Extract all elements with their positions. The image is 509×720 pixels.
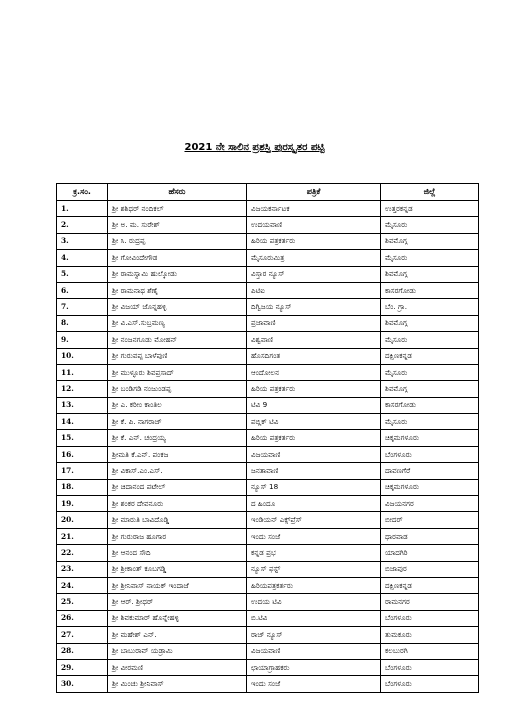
- district-cell: ಬಿಜಾಪುರ: [381, 561, 479, 577]
- publication-cell: ಬಿ.ಟಿವಿ: [247, 610, 381, 626]
- table-row: [57, 627, 479, 643]
- serial-cell: 28.: [57, 643, 108, 659]
- publication-cell: ರಾಜ್ ನ್ಯೂಸ್: [247, 627, 381, 643]
- serial-cell: 24.: [57, 577, 108, 593]
- district-cell: ದಾವಣಗೆರೆ: [381, 463, 479, 479]
- name-cell: ಶ್ರೀ ಶಿವಕುಮಾರ್ ಹೊನ್ನೇಹಳ್ಳಿ: [108, 610, 247, 626]
- header-district: ಜಿಲ್ಲೆ: [381, 184, 479, 201]
- table-row: [57, 496, 479, 512]
- publication-cell: ವಿಸ್ತಾರ ನ್ಯೂಸ್: [247, 266, 381, 282]
- table-row: [57, 446, 479, 462]
- table-row: [57, 332, 479, 348]
- serial-cell: 4.: [57, 250, 108, 266]
- name-cell: ಶ್ರೀ ವಿಕಾಸ್.ಎಂ.ಎಸ್.: [108, 463, 247, 479]
- district-cell: ಶಿವಮೊಗ್ಗ: [381, 266, 479, 282]
- district-cell: ಚಿಕ್ಕಮಗಳೂರು: [381, 479, 479, 495]
- name-cell: ಶ್ರೀ ಗೋವಿಂದೇಗೌಡ: [108, 250, 247, 266]
- serial-cell: 7.: [57, 299, 108, 315]
- table-row: [57, 561, 479, 577]
- table-row: [57, 299, 479, 315]
- header-publication: ಪತ್ರಿಕೆ: [247, 184, 381, 201]
- district-cell: ಯಾದಗಿರಿ: [381, 545, 479, 561]
- district-cell: ಬೆಂ. ಗ್ರಾ.: [381, 299, 479, 315]
- table-row: [57, 594, 479, 610]
- name-cell: ಶ್ರೀ ಶ್ರೀಕಾಂತ್ ಕೂಬಗಡ್ಡಿ: [108, 561, 247, 577]
- publication-cell: ಪ್ರಜಾವಾಣಿ: [247, 315, 381, 331]
- district-cell: ಮೈಸೂರು: [381, 364, 479, 380]
- publication-cell: ದಿಗ್ವಿಜಯ ನ್ಯೂಸ್: [247, 299, 381, 315]
- publication-cell: ವಿಜಯವಾಣಿ: [247, 446, 381, 462]
- serial-cell: 14.: [57, 414, 108, 430]
- serial-cell: 27.: [57, 627, 108, 643]
- serial-cell: 5.: [57, 266, 108, 282]
- name-cell: ಶ್ರೀ ಬಾಬುರಾವ್ ಯಡ್ರಾಮಿ: [108, 643, 247, 659]
- serial-cell: 26.: [57, 610, 108, 626]
- district-cell: ರಾಮನಗರ: [381, 594, 479, 610]
- name-cell: ಶ್ರೀ ರಾಮನಾಥ ಶೆಣೈ: [108, 282, 247, 298]
- table-row: [57, 414, 479, 430]
- name-cell: ಶ್ರೀ ಕೆ. ಪಿ. ನಾಗರಾಜ್: [108, 414, 247, 430]
- serial-cell: 15.: [57, 430, 108, 446]
- table-row: [57, 545, 479, 561]
- district-cell: ಮೈಸೂರು: [381, 414, 479, 430]
- publication-cell: ಜನತಾವಾಣಿ: [247, 463, 381, 479]
- name-cell: ಶ್ರೀ ಗುರುವಪ್ಪ ಬಾಳೆಪುಣಿ: [108, 348, 247, 364]
- header-serial: ಕ್ರ.ಸಂ.: [57, 184, 108, 201]
- serial-cell: 22.: [57, 545, 108, 561]
- table-row: [57, 282, 479, 298]
- name-cell: ಶ್ರೀ ಶಂಕರ ದೇವನೂರು: [108, 496, 247, 512]
- district-cell: ವಿಜಯನಗರ: [381, 496, 479, 512]
- name-cell: ಶ್ರೀ ವಿಜಯ್ ಜೊನ್ನಹಳ್ಳಿ: [108, 299, 247, 315]
- serial-cell: 21.: [57, 528, 108, 544]
- district-cell: ಚಿಕ್ಕಮಗಳೂರು: [381, 430, 479, 446]
- name-cell: ಶ್ರೀ ರಾಮಸ್ವಾಮಿ ಹುಲ್ಕೋಡು: [108, 266, 247, 282]
- serial-cell: 10.: [57, 348, 108, 364]
- table-row: [57, 348, 479, 364]
- serial-cell: 20.: [57, 512, 108, 528]
- publication-cell: ಹೊಸದಿಗಂತ: [247, 348, 381, 364]
- district-cell: ಬೀದರ್: [381, 512, 479, 528]
- serial-cell: 30.: [57, 676, 108, 692]
- name-cell: ಶ್ರೀ ಎ. ಕರೀಂ ಕಾಂತಿಲ: [108, 397, 247, 413]
- district-cell: ಕಾಸರಗೋಡು: [381, 397, 479, 413]
- district-cell: ಶಿವಮೊಗ್ಗ: [381, 233, 479, 249]
- table-row: [57, 217, 479, 233]
- name-cell: ಶ್ರೀ ಮುಳ್ಳೂರು ಶಿವಪ್ರಸಾದ್: [108, 364, 247, 380]
- publication-cell: ಹಿರಿಯ ಪತ್ರಕರ್ತರು: [247, 233, 381, 249]
- serial-cell: 2.: [57, 217, 108, 233]
- serial-cell: 23.: [57, 561, 108, 577]
- district-cell: ಶಿವಮೊಗ್ಗ: [381, 315, 479, 331]
- name-cell: ಶ್ರೀ ಮಿಂಚು ಶ್ರೀನಿವಾಸ್: [108, 676, 247, 692]
- publication-cell: ದ ಹಿಂದೂ: [247, 496, 381, 512]
- serial-cell: 1.: [57, 201, 108, 217]
- publication-cell: ಆಂದೋಲನ: [247, 364, 381, 380]
- district-cell: ದಕ್ಷಿಣಕನ್ನಡ: [381, 577, 479, 593]
- district-cell: ಧಾರವಾಡ: [381, 528, 479, 544]
- publication-cell: ಪಿಟಿಐ: [247, 282, 381, 298]
- district-cell: ಬೆಂಗಳೂರು: [381, 610, 479, 626]
- serial-cell: 11.: [57, 364, 108, 380]
- serial-cell: 17.: [57, 463, 108, 479]
- name-cell: ಶ್ರೀ ವಿ.ಎಸ್.ಸುಬ್ರಮಣ್ಯ: [108, 315, 247, 331]
- table-row: [57, 610, 479, 626]
- table-header-row: [57, 184, 479, 201]
- name-cell: ಶ್ರೀ ಗುರುರಾಜ ಹೂಗಾರ: [108, 528, 247, 544]
- publication-cell: ಇಂದು ಸಂಜೆ: [247, 528, 381, 544]
- publication-cell: ಹಿರಿಯಪತ್ರಕರ್ತರು: [247, 577, 381, 593]
- district-cell: ಬೆಂಗಳೂರು: [381, 446, 479, 462]
- awardees-table: [56, 183, 479, 693]
- table-row: [57, 528, 479, 544]
- table-row: [57, 364, 479, 380]
- table-row: [57, 463, 479, 479]
- district-cell: ಮೈಸೂರು: [381, 217, 479, 233]
- district-cell: ಕಲಬುರಗಿ: [381, 643, 479, 659]
- table-row: [57, 512, 479, 528]
- name-cell: ಶ್ರೀ ವೀರಮಣಿ: [108, 659, 247, 675]
- table-row: [57, 430, 479, 446]
- table-row: [57, 315, 479, 331]
- publication-cell: ಇಂಡಿಯನ್ ಎಕ್ಸ್‌ಪ್ರೆಸ್: [247, 512, 381, 528]
- serial-cell: 13.: [57, 397, 108, 413]
- serial-cell: 29.: [57, 659, 108, 675]
- page-title: 2021 ನೇ ಸಾಲಿನ ಪ್ರಶಸ್ತಿ ಪುರಸ್ಕೃತರ ಪಟ್ಟಿ: [184, 142, 325, 153]
- name-cell: ಶ್ರೀ ಆನಂದ ಸೌದಿ: [108, 545, 247, 561]
- name-cell: ಶ್ರೀ ನಂಜನಗೂಡು ಮೋಹನ್: [108, 332, 247, 348]
- district-cell: ಬೆಂಗಳೂರು: [381, 659, 479, 675]
- name-cell: ಶ್ರೀ ಕೆ. ಎನ್. ಚಂದ್ರಯ್ಯ: [108, 430, 247, 446]
- publication-cell: ಮೈಸೂರುಮಿತ್ರ: [247, 250, 381, 266]
- table-row: [57, 250, 479, 266]
- name-cell: ಶ್ರೀ ಮಾರುತಿ ಬಾವಿದೊಡ್ಡಿ: [108, 512, 247, 528]
- serial-cell: 6.: [57, 282, 108, 298]
- publication-cell: ಟಿವಿ 9: [247, 397, 381, 413]
- publication-cell: ನ್ಯೂಸ್ ಫಸ್ಟ್: [247, 561, 381, 577]
- table-row: [57, 577, 479, 593]
- district-cell: ಕಾಸರಗೋಡು: [381, 282, 479, 298]
- district-cell: ಮೈಸೂರು: [381, 332, 479, 348]
- serial-cell: 9.: [57, 332, 108, 348]
- name-cell: ಶ್ರೀ ಆರ್. ಶ್ರೀಧರ್: [108, 594, 247, 610]
- name-cell: ಶ್ರೀ ಬಂಡಿಗಡಿ ನಂಜುಂಡಪ್ಪ: [108, 381, 247, 397]
- publication-cell: ಇಂದು ಸಂಜೆ: [247, 676, 381, 692]
- table-row: [57, 676, 479, 692]
- name-cell: ಶ್ರೀಮತಿ ಕೆ.ಎನ್. ಪಂಕಜ: [108, 446, 247, 462]
- name-cell: ಶ್ರೀ ಅ. ಮ. ಸುರೇಶ್: [108, 217, 247, 233]
- name-cell: ಶ್ರೀ ಶಶಿಧರ್ ನಂದಿಕಲ್: [108, 201, 247, 217]
- table-row: [57, 479, 479, 495]
- publication-cell: ವಿಶ್ವವಾಣಿ: [247, 332, 381, 348]
- publication-cell: ನ್ಯೂಸ್ 18: [247, 479, 381, 495]
- name-cell: ಶ್ರೀ ಮಹೇಶ್ ಎನ್.: [108, 627, 247, 643]
- district-cell: ಉತ್ತರಕನ್ನಡ: [381, 201, 479, 217]
- publication-cell: ವಿಜಯಕರ್ನಾಟಕ: [247, 201, 381, 217]
- serial-cell: 25.: [57, 594, 108, 610]
- serial-cell: 18.: [57, 479, 108, 495]
- publication-cell: ಛಾಯಾಗ್ರಾಹಕರು: [247, 659, 381, 675]
- district-cell: ಮೈಸೂರು: [381, 250, 479, 266]
- table-row: [57, 643, 479, 659]
- table-row: [57, 266, 479, 282]
- publication-cell: ಹಿರಿಯ ಪತ್ರಕರ್ತರು: [247, 381, 381, 397]
- table-row: [57, 233, 479, 249]
- name-cell: ಶ್ರೀ ಶ್ರೀನಿವಾಸ್ ನಾಯಕ್ ಇಂದಾಜೆ: [108, 577, 247, 593]
- publication-cell: ಉದಯವಾಣಿ: [247, 217, 381, 233]
- district-cell: ಬೆಂಗಳೂರು: [381, 676, 479, 692]
- serial-cell: 12.: [57, 381, 108, 397]
- publication-cell: ಕನ್ನಡ ಪ್ರಭ: [247, 545, 381, 561]
- district-cell: ದಕ್ಷಿಣಕನ್ನಡ: [381, 348, 479, 364]
- header-name: ಹೆಸರು: [108, 184, 247, 201]
- table-row: [57, 659, 479, 675]
- table-row: [57, 201, 479, 217]
- name-cell: ಶ್ರೀ ಚಿದಾನಂದ ಪಟೇಲ್: [108, 479, 247, 495]
- publication-cell: ವಿಜಯವಾಣಿ: [247, 643, 381, 659]
- publication-cell: ಪಬ್ಲಿಕ್ ಟಿವಿ: [247, 414, 381, 430]
- district-cell: ತುಮಕೂರು: [381, 627, 479, 643]
- table-row: [57, 381, 479, 397]
- publication-cell: ಉದಯ ಟಿವಿ: [247, 594, 381, 610]
- serial-cell: 8.: [57, 315, 108, 331]
- serial-cell: 19.: [57, 496, 108, 512]
- name-cell: ಶ್ರೀ ಸಿ. ರುದ್ರಪ್ಪ: [108, 233, 247, 249]
- district-cell: ಶಿವಮೊಗ್ಗ: [381, 381, 479, 397]
- table-row: [57, 397, 479, 413]
- publication-cell: ಹಿರಿಯ ಪತ್ರಕರ್ತರು: [247, 430, 381, 446]
- serial-cell: 3.: [57, 233, 108, 249]
- serial-cell: 16.: [57, 446, 108, 462]
